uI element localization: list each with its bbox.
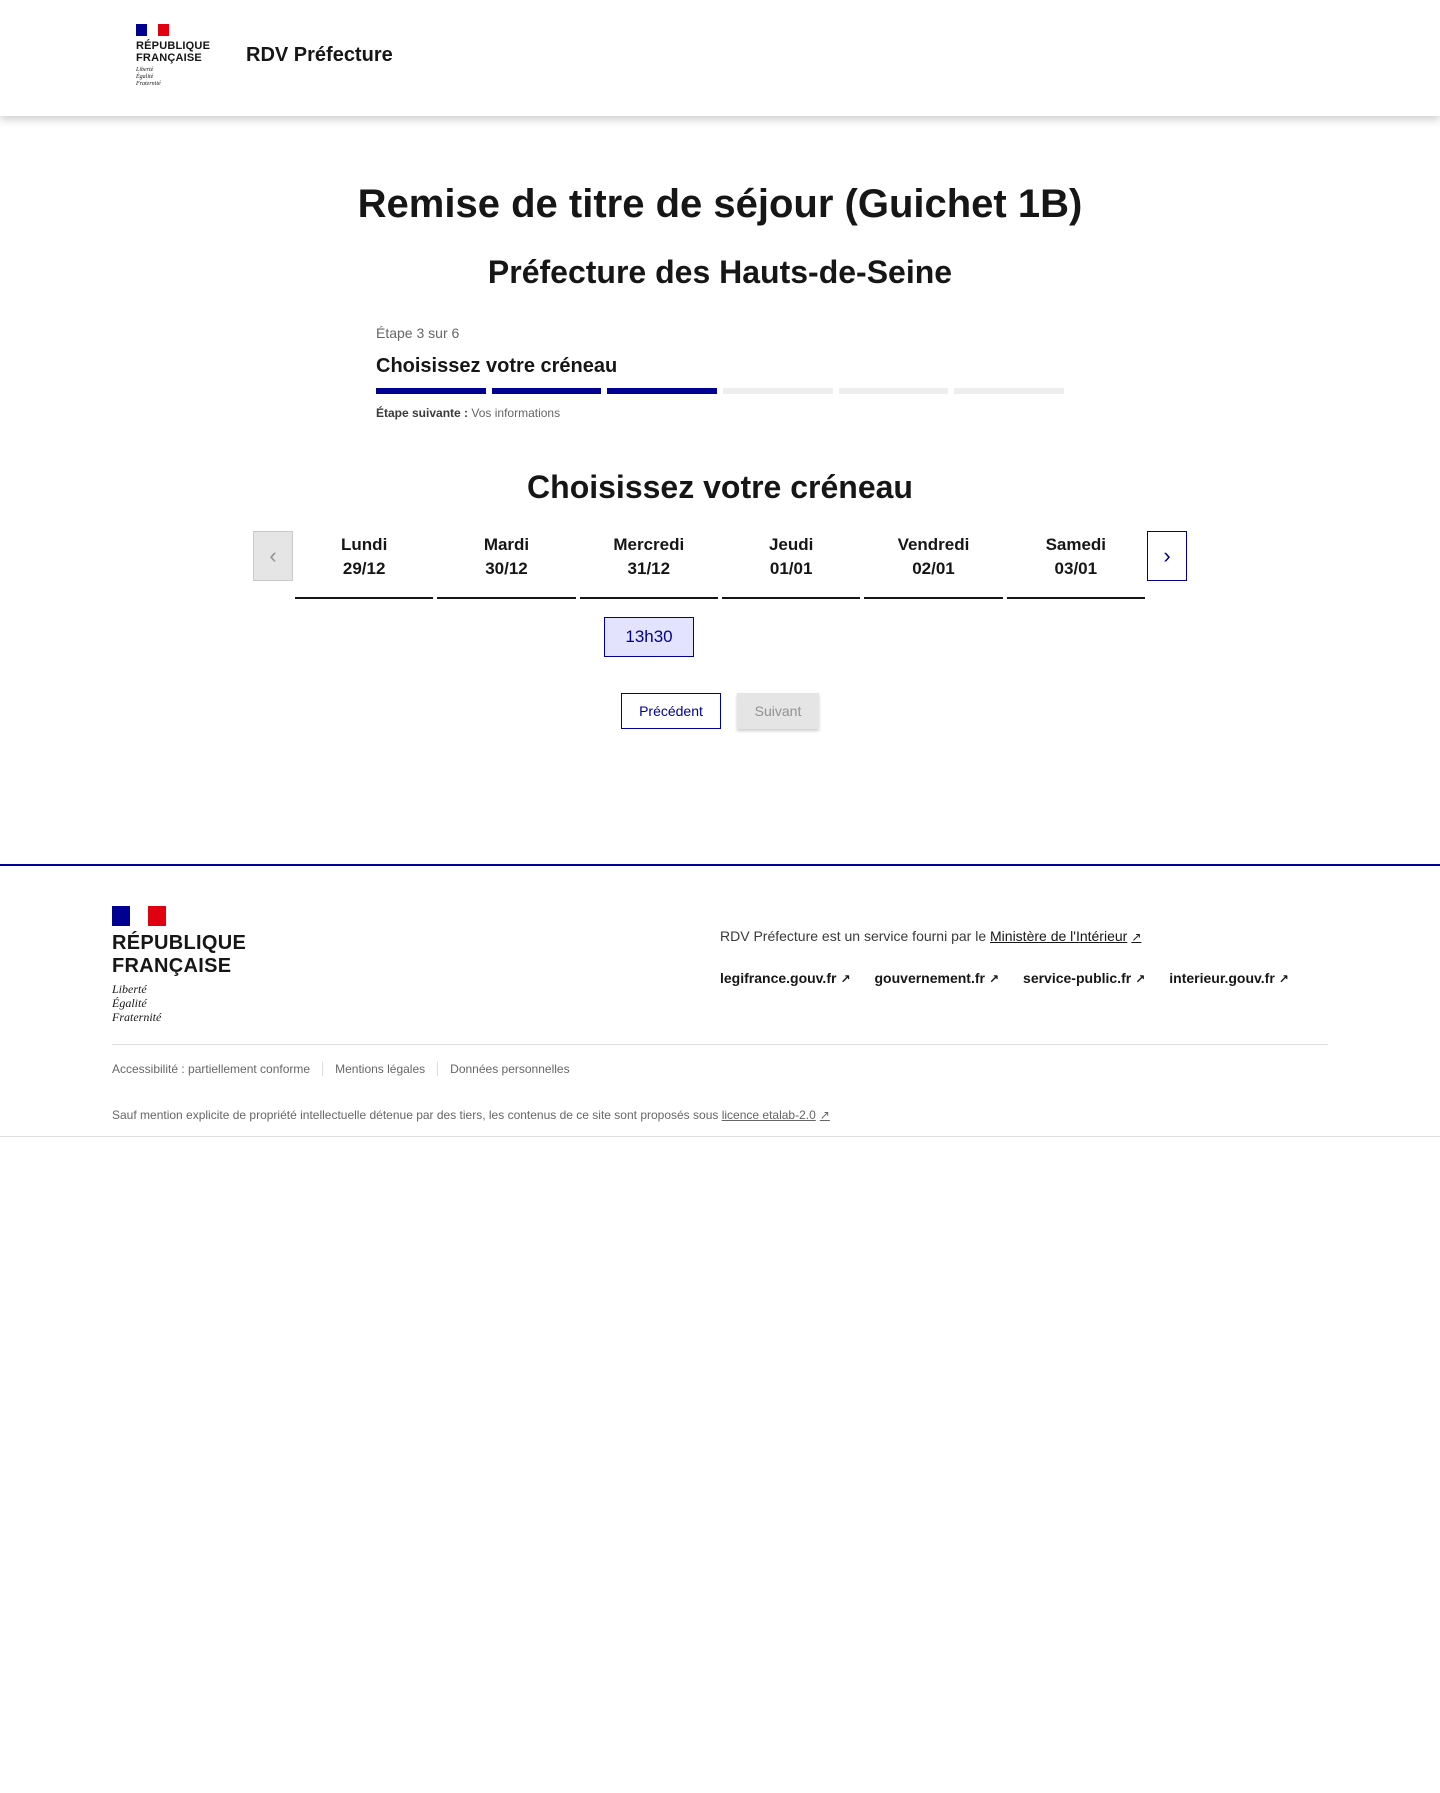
calendar-day-column: [295, 531, 433, 599]
site-header: [0, 0, 1440, 116]
calendar-day-name: Jeudi: [768, 535, 814, 554]
footer-bottom-links: [112, 1062, 582, 1076]
footer-logo-motto: Liberté Égalité Fraternité: [112, 982, 162, 1024]
stepper-next-label: Étape suivante :: [376, 406, 469, 420]
calendar-day-date: 31/12: [627, 559, 671, 578]
stepper-next-value: Vos informations: [471, 406, 561, 420]
external-link-icon: ↗: [988, 972, 1000, 986]
stepper-segment: [607, 388, 717, 394]
footer-partner-link[interactable]: interieur.gouv.fr ↗: [1169, 970, 1289, 986]
page-title: Remise de titre de séjour (Guichet 1B): [357, 182, 1083, 226]
calendar-day-column: [437, 531, 575, 599]
external-link-icon: ↗: [840, 972, 851, 986]
stepper-segment: [492, 388, 602, 394]
stepper-segment: [723, 388, 833, 394]
site-title[interactable]: RDV Préfecture: [246, 44, 393, 66]
footer-bottom-link[interactable]: Accessibilité : partiellement conforme: [112, 1062, 311, 1076]
stepper-segment: [839, 388, 949, 394]
footer-republique-francaise-logo[interactable]: [112, 906, 246, 1024]
calendar-day-date: 03/01: [1054, 559, 1098, 578]
calendar-title: Choisissez votre créneau: [527, 469, 913, 505]
stepper-state: Étape 3 sur 6: [376, 325, 460, 341]
page-subtitle: Préfecture des Hauts-de-Seine: [487, 254, 953, 290]
footer-bottom-link[interactable]: Données personnelles: [437, 1062, 581, 1076]
footer-partner-link[interactable]: gouvernement.fr ↗: [874, 970, 1000, 986]
calendar-days: [293, 531, 1147, 599]
republique-francaise-logo[interactable]: [136, 24, 218, 88]
footer-license: Sauf mention explicite de propriété intellectuelle détenue par des tiers, les contenus de ce site sont proposés sous licence etalab-2.0 ↗: [112, 1108, 830, 1122]
external-link-icon: ↗: [1135, 972, 1146, 986]
next-button[interactable]: Suivant: [737, 693, 819, 729]
stepper-segment: [376, 388, 486, 394]
calendar-day-name: Vendredi: [897, 535, 970, 554]
footer-logo-name: RÉPUBLIQUE FRANÇAISE: [112, 932, 247, 977]
next-week-button[interactable]: [1147, 531, 1187, 581]
logo-motto: Liberté Égalité Fraternité: [136, 67, 161, 87]
calendar-day-name: Mercredi: [613, 535, 685, 554]
calendar-day-name: Samedi: [1045, 535, 1107, 554]
external-link-icon: ↗: [1278, 972, 1289, 986]
chevron-left-icon: ‹: [269, 543, 277, 568]
site-footer: [0, 864, 1440, 1137]
calendar-day-date: 01/01: [769, 559, 813, 578]
chevron-right-icon: ›: [1163, 543, 1171, 568]
stepper-next-step: [376, 406, 1064, 420]
logo-name: RÉPUBLIQUE FRANÇAISE: [136, 40, 211, 64]
calendar-day-name: Lundi: [341, 535, 388, 554]
previous-button[interactable]: Précédent: [621, 693, 721, 729]
calendar-day-date: 29/12: [342, 559, 386, 578]
licence-etalab-link[interactable]: licence etalab-2.0 ↗: [721, 1108, 830, 1122]
calendar-day-date: 02/01: [912, 559, 955, 578]
ministere-interieur-link[interactable]: Ministère de l'Intérieur ↗: [990, 928, 1142, 944]
calendar-day-column: [722, 531, 860, 599]
external-link-icon: ↗: [819, 1108, 830, 1122]
calendar-day-column: [864, 531, 1002, 599]
footer-description: RDV Préfecture est un service fourni par le Ministère de l'Intérieur ↗: [720, 928, 1142, 944]
footer-links: [720, 970, 1289, 986]
calendar-day-name: Mardi: [483, 535, 530, 554]
calendar-day-column: [1007, 531, 1145, 599]
footer-bottom-link[interactable]: Mentions légales: [322, 1062, 437, 1076]
stepper-progress-bar: [376, 388, 1064, 394]
footer-divider: [112, 1044, 1328, 1045]
external-link-icon: ↗: [1131, 930, 1142, 944]
calendar-day-column: [580, 531, 718, 599]
marianne-flag-icon: [112, 906, 246, 926]
footer-partner-link[interactable]: legifrance.gouv.fr ↗: [720, 970, 851, 986]
marianne-flag-icon: [136, 24, 218, 36]
time-slot-button[interactable]: 13h30: [604, 617, 694, 657]
stepper: [376, 322, 1064, 420]
calendar-day-date: 30/12: [485, 559, 528, 578]
footer-partner-link[interactable]: service-public.fr ↗: [1023, 970, 1146, 986]
stepper-segment: [954, 388, 1064, 394]
stepper-title: Choisissez votre créneau: [376, 355, 618, 377]
previous-week-button[interactable]: [253, 531, 293, 581]
